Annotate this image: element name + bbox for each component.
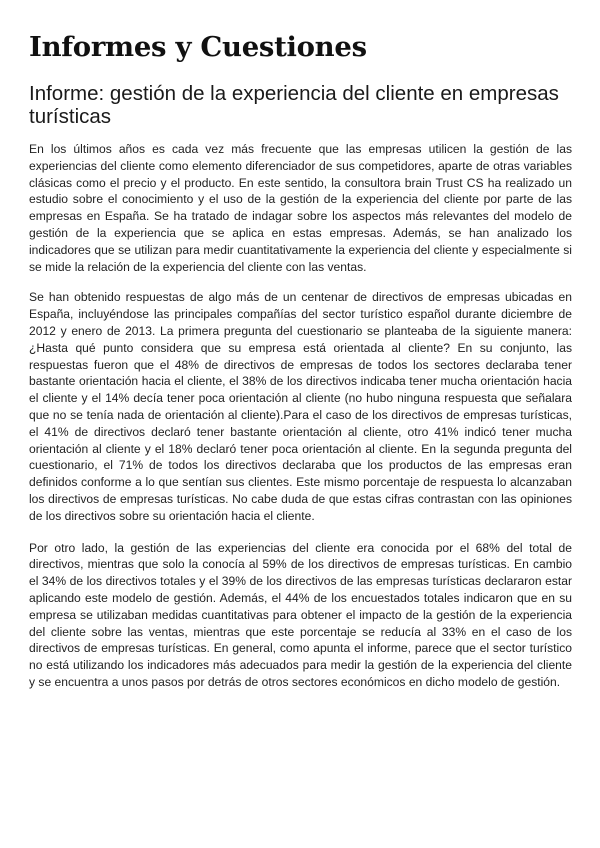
- document-page: [29, 30, 572, 691]
- paragraph-2: Se han obtenido respuestas de algo más de un centenar de directivos de empresas ubicadas en España, incluyéndose las principales compañías del sector turístico español durante diciembre de 2012 y enero de 2013. La primera pregunta del cuestionario se planteaba de la siguiente manera: ¿Hasta qué punto considera que su empresa está orientada al cliente? En su conjunto, las respuestas fueron que el 48% de directivos de empresas de todos los sectores declaraba tener bastante orientación hacia el cliente, el 38% de los directivos indicaba tener mucha orientación hacia el cliente y el 14% decía tener poca orientación al cliente (no hubo ninguna respuesta que señalara que no se tenía nada de orientación al cliente).Para el caso de los directivos de empresas turísticas, el 41% de directivos declaró tener bastante orientación al cliente, otro 41% indicó tener mucha orientación al cliente y el 18% declaró tener poca orientación al cliente. En la segunda pregunta del cuestionario, el 71% de todos los directivos declaraba que los productos de las empresas eran definidos conforme a lo que sentían sus clientes. Este mismo porcentaje de respuesta lo alcanzaban los directivos de empresas turísticas. No cabe duda de que estas cifras contrastan con las opiniones de los directivos sobre su orientación hacia el cliente.: [29, 290, 572, 523]
- document-title: Informes y Cuestiones: [29, 31, 367, 63]
- paragraph-3: Por otro lado, la gestión de las experiencias del cliente era conocida por el 68% del total de directivos, mientras que solo la conocía al 59% de los directivos de empresas turísticas. En cambio el 34% de los directivos totales y el 39% de los directivos de las empresas turísticas declararon estar aplicando este modelo de gestión. Además, el 44% de los encuestados totales indicaron que en su empresa se utilizaban medidas cuantitativas para obtener el impacto de la gestión de la experiencia del cliente sobre las ventas, mientras que este porcentaje se reducía al 33% en el caso de los directivos de empresas turísticas. En general, como apunta el informe, parece que el sector turístico no está utilizando los indicadores más adecuados para medir la gestión de la experiencia del cliente y se encuentra a unos pasos por detrás de otros sectores económicos en dicho modelo de gestión.: [29, 540, 572, 689]
- paragraph-1: En los últimos años es cada vez más frecuente que las empresas utilicen la gestión de las experiencias del cliente como elemento diferenciador de sus competidores, aparte de otras variables clásicas como el precio y el producto. En este sentido, la consultora brain Trust CS ha realizado un estudio sobre el conocimiento y el uso de la gestión de la experiencia del cliente por parte de las empresas en España. Se ha tratado de indagar sobre los aspectos más relevantes del modelo de gestión de la experiencia que se aplica en estas empresas. Además, se han analizado los indicadores que se utilizan para medir cuantitativamente la experiencia del cliente y especialmente si se mide la relación de la experiencia del cliente con las ventas.: [29, 142, 572, 274]
- section-heading: Informe: gestión de la experiencia del cliente en empresas turísticas: [29, 82, 559, 128]
